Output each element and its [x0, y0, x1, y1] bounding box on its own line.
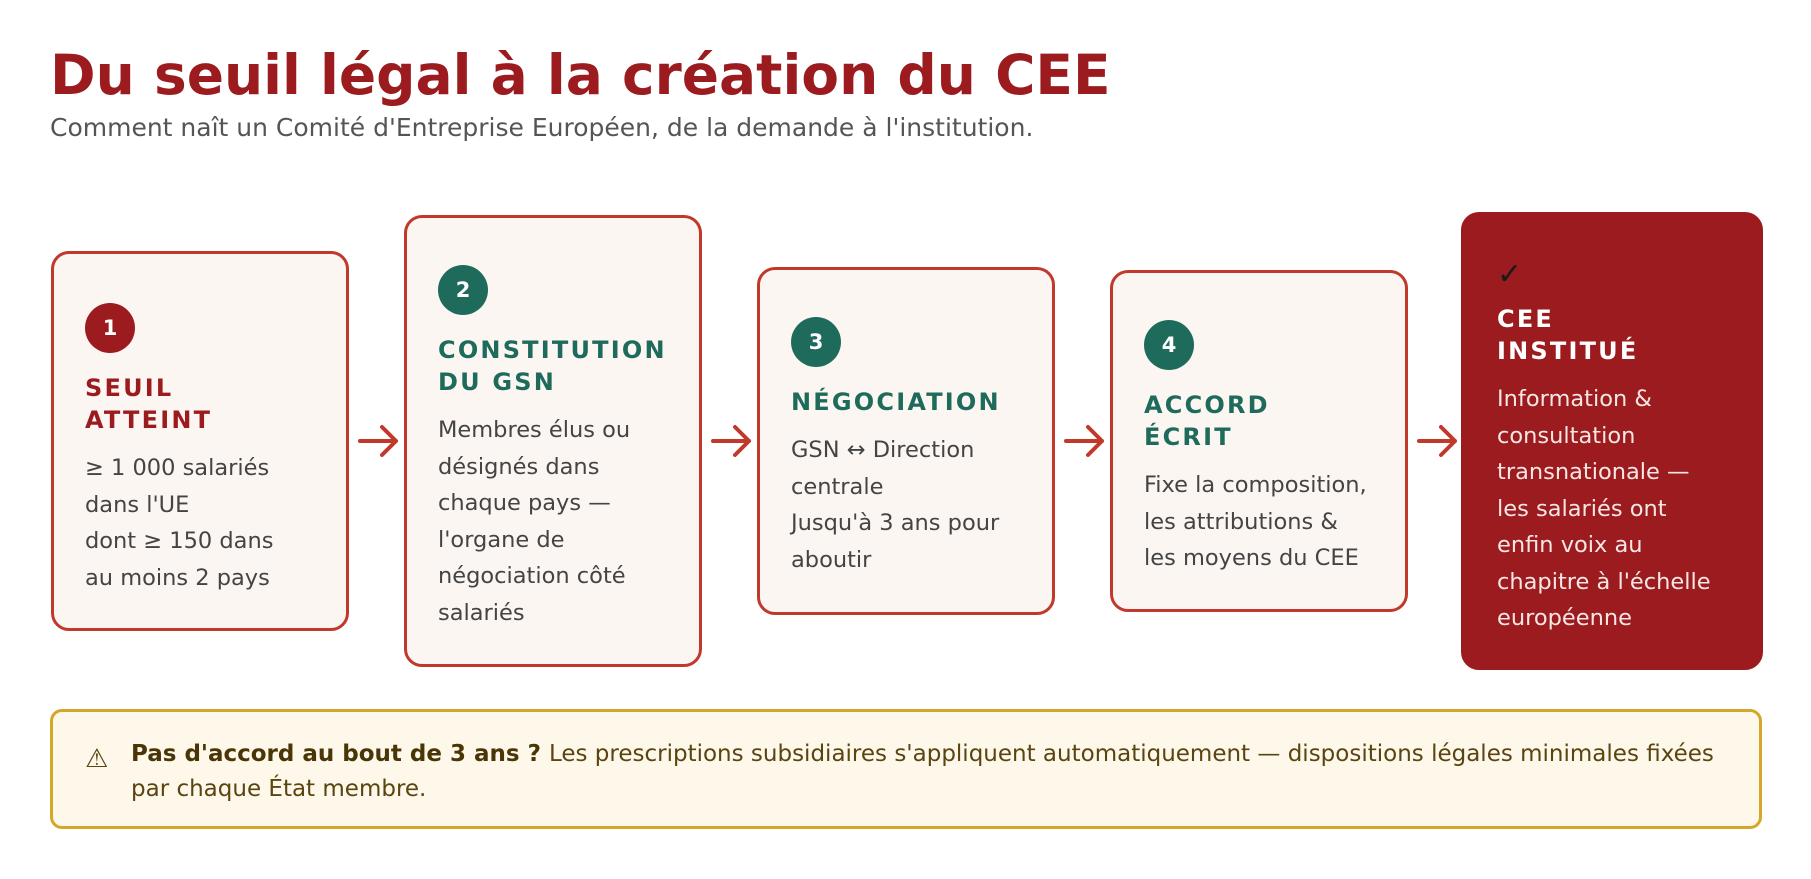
step-description-line: GSN ↔ Direction	[791, 437, 975, 463]
final-description-line: européenne	[1497, 605, 1632, 631]
flow-arrow-icon	[1417, 421, 1459, 461]
step-description-line: aboutir	[791, 546, 872, 573]
step-description-line: les attributions &	[1144, 508, 1338, 535]
step-description	[85, 450, 318, 596]
step-description-line: dont ≥ 150 dans	[85, 528, 274, 554]
warning-note	[50, 709, 1762, 829]
step-title-line: ATTEINT	[85, 406, 213, 434]
step-title-line: CONSTITUTION	[438, 336, 667, 364]
step-description-line: centrale	[791, 473, 884, 500]
step-description-line: désignés dans	[438, 453, 600, 480]
step-card-accord-ecrit	[1110, 270, 1408, 612]
step-title	[85, 372, 318, 436]
step-description-line: Membres élus ou	[438, 417, 631, 443]
step-card-negociation	[757, 267, 1055, 615]
diagram-subtitle: Comment naît un Comité d'Entreprise Européen, de la demande à l'institution.	[50, 113, 1034, 142]
step-title	[791, 386, 1024, 418]
step-number-badge: 4	[1144, 320, 1194, 370]
step-description-line: ≥ 1 000 salariés	[85, 455, 270, 481]
warning-note-text: Les prescriptions subsidiaires s'appliquent automatiquement — dispositions légales minimales fixées par chaque État membre.	[131, 741, 1714, 802]
step-title-line: ÉCRIT	[1144, 423, 1233, 451]
step-description-line: Fixe la composition,	[1144, 472, 1367, 498]
step-title-line: SEUIL	[85, 374, 174, 402]
checkmark-icon: ✓	[1497, 257, 1523, 292]
step-title-line: ACCORD	[1144, 391, 1270, 419]
step-title	[1144, 389, 1377, 453]
step-description-line: l'organe de	[438, 526, 565, 553]
step-description-line: les moyens du CEE	[1144, 545, 1359, 571]
step-title-line: NÉGOCIATION	[791, 388, 1001, 416]
final-card-cee-institue	[1461, 212, 1763, 670]
final-title-line: INSTITUÉ	[1497, 337, 1639, 365]
diagram-title: Du seuil légal à la création du CEE	[50, 43, 1111, 107]
final-description-line: Information &	[1497, 386, 1652, 412]
final-description-line: enfin voix au	[1497, 532, 1643, 558]
final-description	[1497, 381, 1732, 637]
step-description-line: salariés	[438, 599, 525, 626]
step-number-badge: 2	[438, 265, 488, 315]
flow-arrow-icon	[1064, 421, 1106, 461]
step-description-line: Jusqu'à 3 ans pour	[791, 510, 1000, 536]
warning-note-heading: Pas d'accord au bout de 3 ans ?	[131, 741, 549, 767]
step-number-badge: 3	[791, 317, 841, 367]
step-description	[438, 412, 671, 631]
step-description-line: au moins 2 pays	[85, 564, 270, 591]
warning-icon: ⚠	[85, 744, 109, 774]
final-description-line: les salariés ont	[1497, 495, 1667, 522]
final-title	[1497, 303, 1732, 367]
step-description-line: dans l'UE	[85, 491, 190, 518]
step-description-line: chaque pays —	[438, 490, 611, 516]
step-card-seuil-atteint	[51, 251, 349, 631]
step-number-badge: 1	[85, 303, 135, 353]
step-description	[791, 432, 1024, 578]
final-description-line: consultation	[1497, 422, 1636, 449]
step-title	[438, 334, 671, 398]
step-description-line: négociation côté	[438, 563, 626, 589]
final-description-line: chapitre à l'échelle	[1497, 568, 1711, 595]
final-title-line: CEE	[1497, 305, 1555, 333]
final-description-line: transnationale —	[1497, 459, 1690, 485]
flow-arrow-icon	[358, 421, 400, 461]
step-card-constitution-gsn	[404, 215, 702, 667]
step-title-line: DU GSN	[438, 368, 557, 396]
flow-arrow-icon	[711, 421, 753, 461]
step-description	[1144, 467, 1377, 577]
